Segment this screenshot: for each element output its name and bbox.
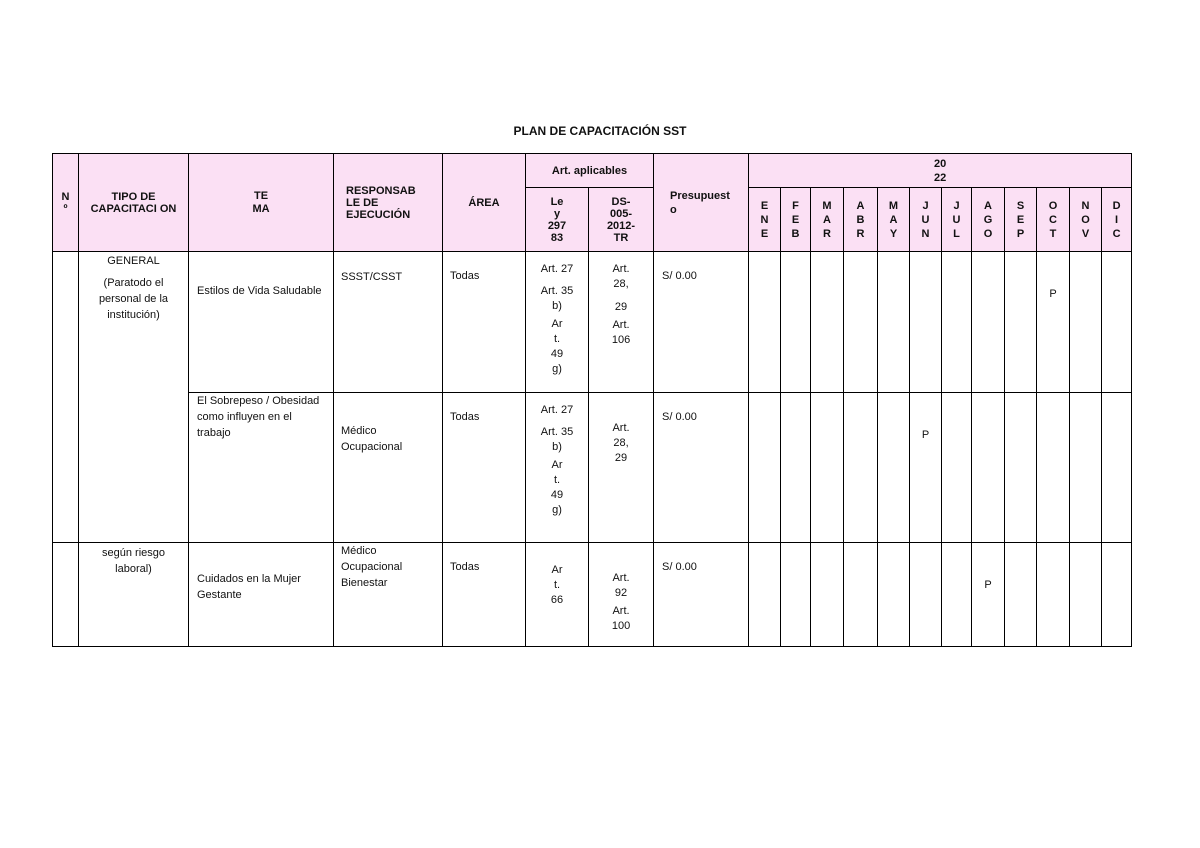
cell-dic <box>1102 543 1132 647</box>
cell-responsable: Médico Ocupacional Bienestar <box>334 543 443 647</box>
cell-sep <box>1005 393 1037 543</box>
cell-feb <box>781 543 811 647</box>
header-month-ene: E N E <box>749 188 781 252</box>
header-art-aplicables: Art. aplicables <box>526 154 654 188</box>
cell-dic <box>1102 393 1132 543</box>
cell-sep <box>1005 252 1037 393</box>
cell-ene <box>749 393 781 543</box>
cell-ley: Art. 27 Art. 35 b) Ar t. 49 g) <box>526 252 589 393</box>
header-month-mar: M A R <box>811 188 844 252</box>
cell-mar <box>811 393 844 543</box>
cell-may <box>878 252 910 393</box>
cell-sep <box>1005 543 1037 647</box>
cell-abr <box>844 252 878 393</box>
header-ds: DS- 005- 2012- TR <box>589 188 654 252</box>
cell-ds: Art. 28, 29 Art. 106 <box>589 252 654 393</box>
cell-nov <box>1070 393 1102 543</box>
cell-ene <box>749 543 781 647</box>
cell-tema: El Sobrepeso / Obesidad como influyen en el trabajo <box>189 393 334 543</box>
cell-abr <box>844 543 878 647</box>
cell-mar <box>811 543 844 647</box>
planned-mark: P <box>984 579 992 591</box>
cell-jun <box>910 543 942 647</box>
cell-responsable: SSST/CSST <box>334 252 443 393</box>
header-month-ago: A G O <box>972 188 1005 252</box>
page-title: PLAN DE CAPACITACIÓN SST <box>513 124 687 138</box>
header-tipo: TIPO DE CAPACITACI ON <box>79 154 189 252</box>
cell-ago <box>972 543 1005 647</box>
cell-area: Todas <box>443 252 526 393</box>
cell-feb <box>781 393 811 543</box>
cell-jul <box>942 252 972 393</box>
cell-tema: Estilos de Vida Saludable <box>189 252 334 393</box>
cell-ago <box>972 393 1005 543</box>
cell-area: Todas <box>443 543 526 647</box>
header-presupuesto: Presupuest o <box>654 154 749 252</box>
cell-tema: Cuidados en la Mujer Gestante <box>189 543 334 647</box>
training-plan-table <box>52 153 1132 647</box>
cell-nov <box>1070 543 1102 647</box>
cell-oct <box>1037 543 1070 647</box>
table-row <box>53 393 1132 543</box>
cell-ds: Art. 92 Art. 100 <box>589 543 654 647</box>
cell-jun <box>910 252 942 393</box>
header-month-oct: O C T <box>1037 188 1070 252</box>
cell-jun <box>910 393 942 543</box>
cell-dic <box>1102 252 1132 393</box>
header-month-jul: J U L <box>942 188 972 252</box>
table-row <box>53 543 1132 647</box>
header-year: 20 22 <box>749 154 1132 188</box>
tipo-general: GENERAL <box>107 255 160 267</box>
planned-mark: P <box>1049 288 1057 300</box>
header-area: ÁREA <box>443 154 526 252</box>
header-month-sep: S E P <box>1005 188 1037 252</box>
header-month-dic: D I C <box>1102 188 1132 252</box>
cell-abr <box>844 393 878 543</box>
cell-area: Todas <box>443 393 526 543</box>
cell-oct <box>1037 393 1070 543</box>
cell-ley: Art. 27 Art. 35 b) Ar t. 49 g) <box>526 393 589 543</box>
cell-presupuesto: S/ 0.00 <box>654 393 749 543</box>
header-responsable: RESPONSAB LE DE EJECUCIÓN <box>334 154 443 252</box>
cell-ago <box>972 252 1005 393</box>
cell-ley: Ar t. 66 <box>526 543 589 647</box>
cell-tipo <box>79 252 189 543</box>
cell-no <box>53 252 79 543</box>
cell-feb <box>781 252 811 393</box>
cell-ene <box>749 252 781 393</box>
tipo-sub: (Paratodo el personal de la institución) <box>98 277 169 321</box>
header-month-may: M A Y <box>878 188 910 252</box>
cell-nov <box>1070 252 1102 393</box>
header-ley: Le y 297 83 <box>526 188 589 252</box>
table-row <box>53 252 1132 393</box>
cell-mar <box>811 252 844 393</box>
header-no: N º <box>53 154 79 252</box>
header-month-jun: J U N <box>910 188 942 252</box>
cell-tipo: según riesgo laboral) <box>79 543 189 647</box>
cell-oct <box>1037 252 1070 393</box>
planned-mark: P <box>921 429 930 441</box>
cell-presupuesto: S/ 0.00 <box>654 543 749 647</box>
cell-jul <box>942 393 972 543</box>
cell-responsable: Médico Ocupacional <box>334 393 443 543</box>
header-tema: TE MA <box>189 154 334 252</box>
cell-jul <box>942 543 972 647</box>
cell-presupuesto: S/ 0.00 <box>654 252 749 393</box>
header-month-nov: N O V <box>1070 188 1102 252</box>
cell-no <box>53 543 79 647</box>
header-month-abr: A B R <box>844 188 878 252</box>
cell-may <box>878 393 910 543</box>
header-month-feb: F E B <box>781 188 811 252</box>
cell-may <box>878 543 910 647</box>
cell-ds: Art. 28, 29 <box>589 393 654 543</box>
